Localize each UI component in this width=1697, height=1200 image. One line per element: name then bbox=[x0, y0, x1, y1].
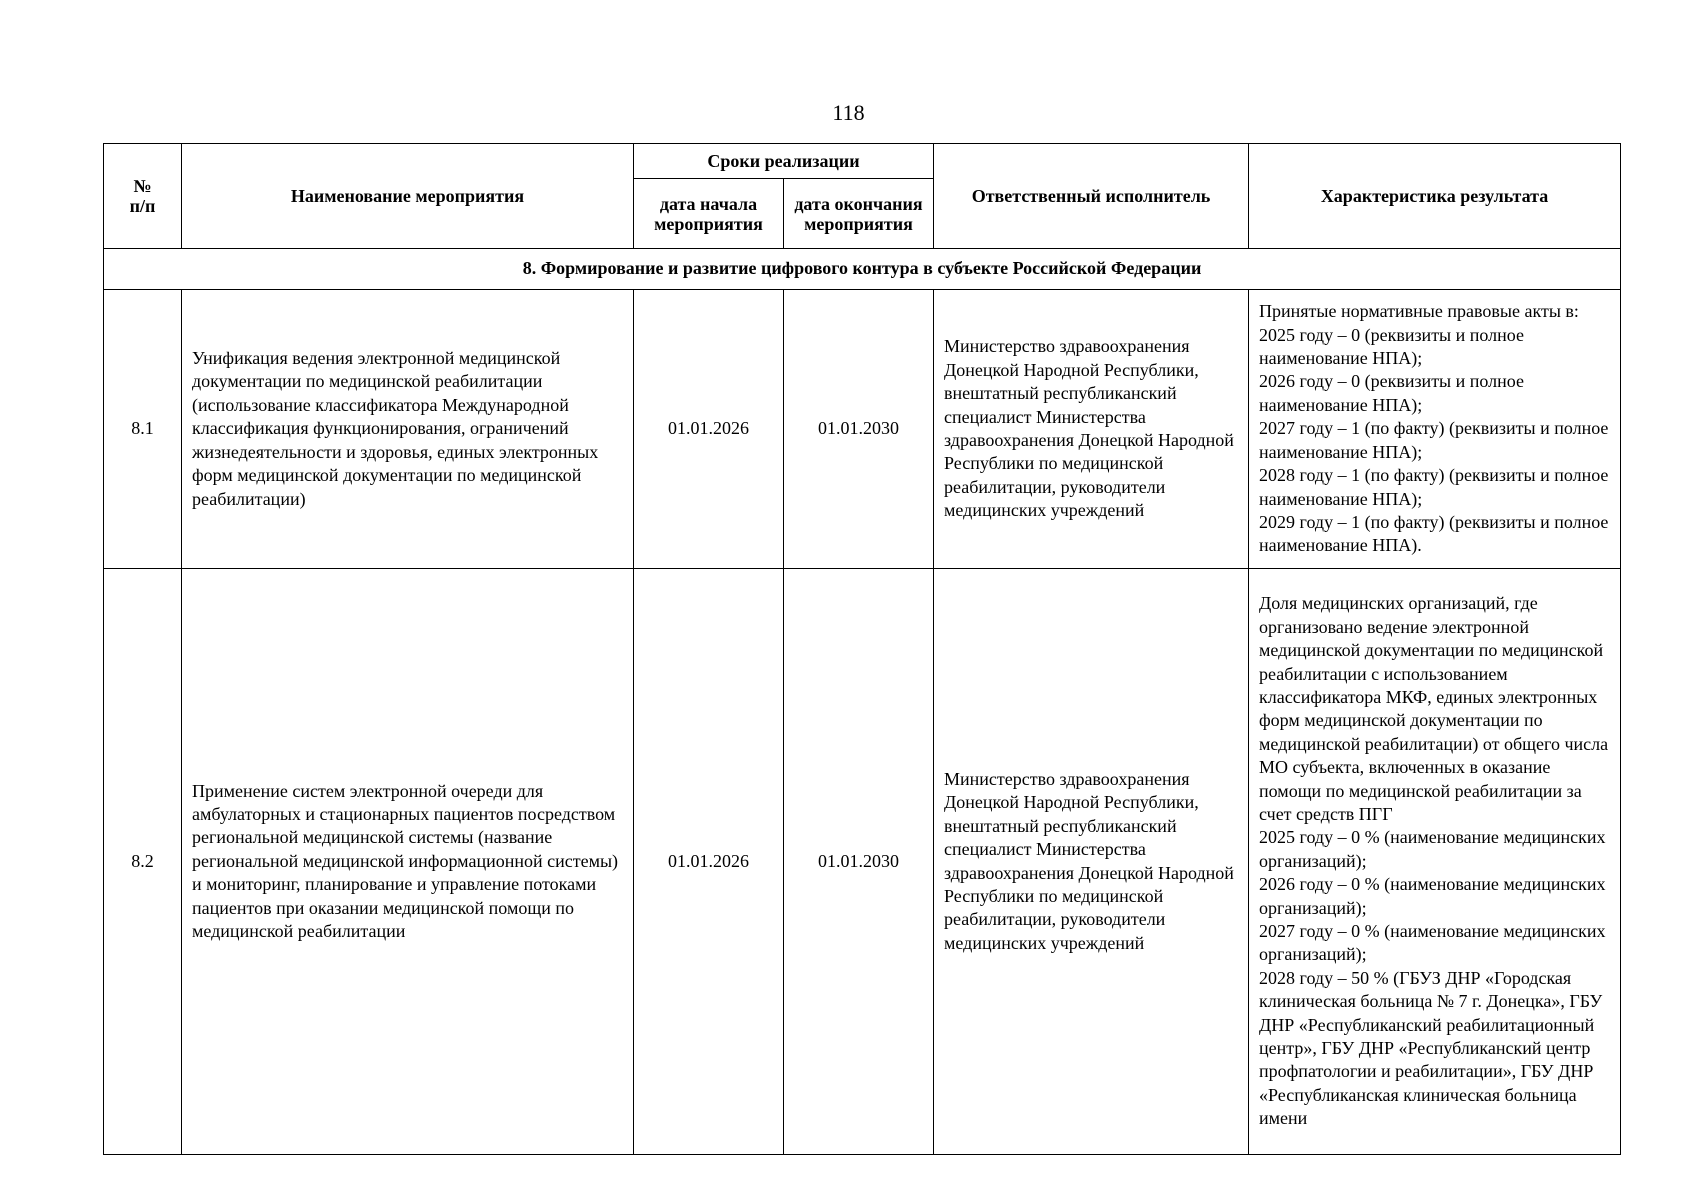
result-characteristic: Доля медицинских организаций, где организовано ведение электронной медицинской документации по медицинской реабилитации с использованием классификатора МКФ, единых электронных форм медицинской документации по медицинской реабилитации) от общего числа МО субъекта, включенных в оказание помощи по медицинской реабилитации за счет средств ПГГ 2025 году – 0 % (наименование медицинских организаций); 2026 году – 0 % (наименование медицинских организаций); 2027 году – 0 % (наименование медицинских организаций); 2028 году – 50 % (ГБУЗ ДНР «Городская клиническая больница № 7 г. Донецка», ГБУ ДНР «Республиканский реабилитационный центр», ГБУ ДНР «Республиканский центр профпатологии и реабилитации», ГБУ ДНР «Республиканская клиническая больница имени bbox=[1249, 569, 1621, 1155]
header-num: № п/п bbox=[104, 144, 182, 249]
section-title: 8. Формирование и развитие цифрового контура в субъекте Российской Федерации bbox=[104, 249, 1621, 290]
result-characteristic: Принятые нормативные правовые акты в: 2025 году – 0 (реквизиты и полное наименование НПА); 2026 году – 0 (реквизиты и полное наименование НПА); 2027 году – 1 (по факту) (реквизиты и полное наименование НПА); 2028 году – 1 (по факту) (реквизиты и полное наименование НПА); 2029 году – 1 (по факту) (реквизиты и полное наименование НПА). bbox=[1249, 290, 1621, 569]
header-result: Характеристика результата bbox=[1249, 144, 1621, 249]
header-start-date: дата начала мероприятия bbox=[634, 179, 784, 249]
end-date: 01.01.2030 bbox=[784, 569, 934, 1155]
start-date: 01.01.2026 bbox=[634, 569, 784, 1155]
row-number: 8.1 bbox=[104, 290, 182, 569]
executor: Министерство здравоохранения Донецкой Народной Республики, внештатный республиканский специалист Министерства здравоохранения Донецкой Народной Республики по медицинской реабилитации, руководители медицинских учреждений bbox=[934, 290, 1249, 569]
end-date: 01.01.2030 bbox=[784, 290, 934, 569]
start-date: 01.01.2026 bbox=[634, 290, 784, 569]
activity-name: Унификация ведения электронной медицинской документации по медицинской реабилитации (использование классификатора Международной классификация функционирования, ограничений жизнедеятельности и здоровья, единых электронных форм медицинской документации по медицинской реабилитации) bbox=[182, 290, 634, 569]
page-number: 118 bbox=[832, 100, 865, 125]
table-row bbox=[104, 569, 1621, 1155]
header-executor: Ответственный исполнитель bbox=[934, 144, 1249, 249]
table-row bbox=[104, 290, 1621, 569]
header-row-top bbox=[104, 144, 1621, 179]
header-name: Наименование мероприятия bbox=[182, 144, 634, 249]
activities-table bbox=[103, 143, 1621, 1155]
header-end-date: дата окончания мероприятия bbox=[784, 179, 934, 249]
row-number: 8.2 bbox=[104, 569, 182, 1155]
section-row bbox=[104, 249, 1621, 290]
activity-name: Применение систем электронной очереди для амбулаторных и стационарных пациентов посредством региональной медицинской системы (название региональной медицинской информационной системы) и мониторинг, планирование и управление потоками пациентов при оказании медицинской помощи по медицинской реабилитации bbox=[182, 569, 634, 1155]
executor: Министерство здравоохранения Донецкой Народной Республики, внештатный республиканский специалист Министерства здравоохранения Донецкой Народной Республики по медицинской реабилитации, руководители медицинских учреждений bbox=[934, 569, 1249, 1155]
header-terms: Сроки реализации bbox=[634, 144, 934, 179]
